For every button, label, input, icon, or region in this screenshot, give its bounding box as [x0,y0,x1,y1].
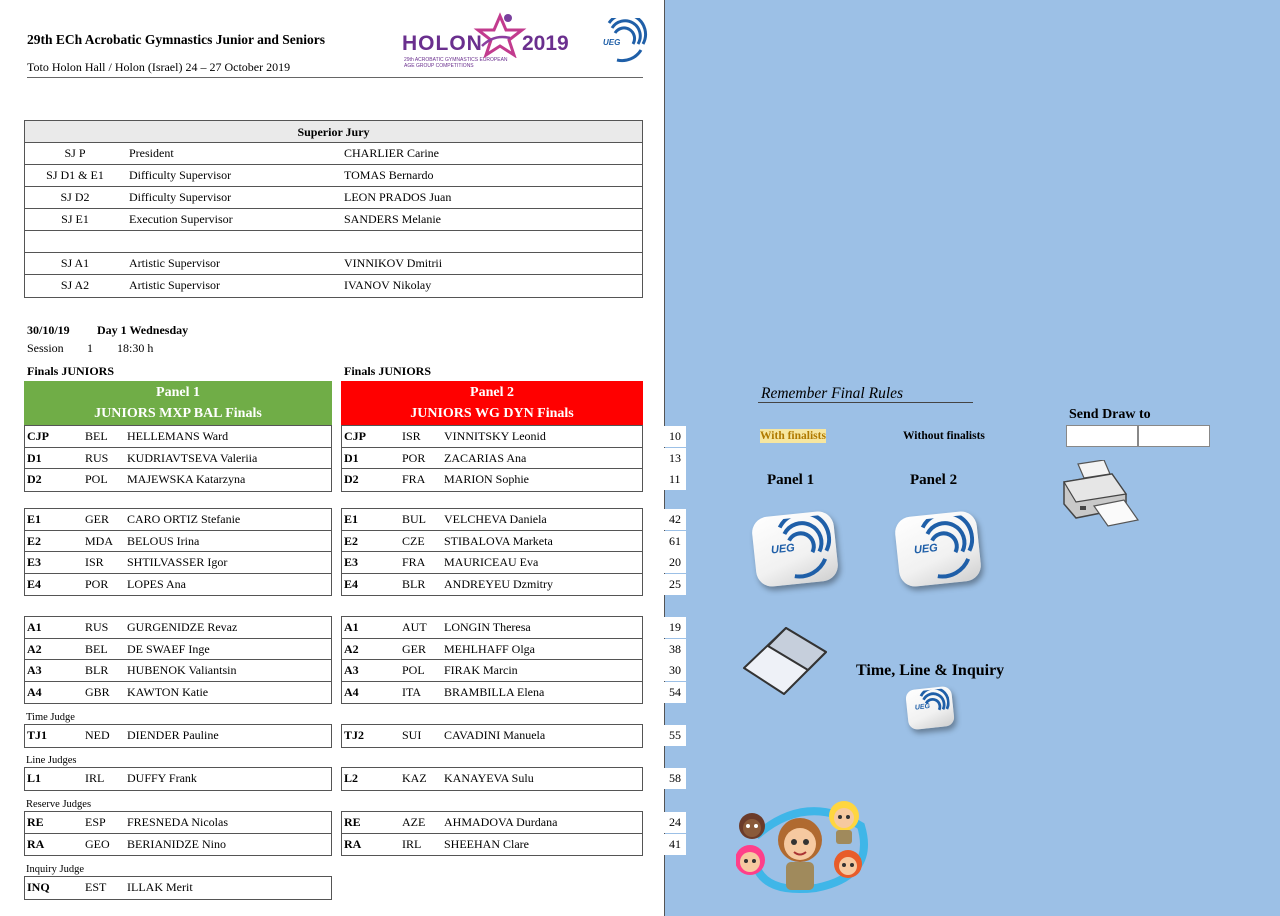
judge-position: A3 [27,663,42,677]
judge-row [342,426,642,448]
panel2-title: Panel 2 [470,385,514,400]
sj-code: SJ A2 [60,278,90,292]
judge-country: IRL [402,836,422,851]
judge-name: HUBENOK Valiantsin [127,663,237,677]
with-finalists-button[interactable]: With finalists [760,430,826,442]
ueg-button-text: UEG [770,542,796,557]
eraser-icon[interactable] [738,618,834,700]
judge-country: GBR [85,684,110,699]
holon-2019-logo [402,12,582,72]
without-finalists-button[interactable]: Without finalists [903,430,985,442]
judge-row [342,682,642,704]
judge-name: SHEEHAN Clare [444,836,529,851]
judge-name: VELCHEVA Daniela [444,512,547,526]
session-number: 1 [87,341,93,355]
judge-position: INQ [27,880,50,894]
judge-position: L2 [344,771,359,785]
draw-number: 11 [664,469,686,490]
draw-number: 25 [664,574,686,595]
judge-country: KAZ [402,771,427,785]
judge-name: BERIANIDZE Nino [127,836,226,851]
judge-country: POR [402,450,426,465]
judge-name: FIRAK Marcin [444,663,518,677]
judge-country: BEL [85,641,108,656]
send-draw-field-1[interactable] [1066,425,1138,447]
judge-name: MAJEWSKA Katarzyna [127,472,246,486]
panel1-judge-group [24,508,332,596]
judge-row [25,877,331,899]
judge-name: VINNITSKY Leonid [444,429,546,443]
panel2-judge-group [341,724,643,748]
judge-name: KANAYEVA Sulu [444,771,534,785]
judge-position: D1 [27,450,42,465]
judge-name: SHTILVASSER Igor [127,555,228,569]
judge-name: BRAMBILLA Elena [444,684,545,699]
judge-country: POR [85,576,109,591]
judge-country: POL [85,472,108,486]
draw-number: 20 [664,552,686,573]
time-line-inquiry-label: Time, Line & Inquiry [856,662,1005,679]
judge-name: KUDRIAVTSEVA Valeriia [127,450,258,465]
holon-logo-text: HOLON [402,32,483,55]
judge-row [25,426,331,448]
session-label: Session [27,341,64,355]
sj-role: President [129,146,174,160]
send-draw-label: Send Draw to [1069,407,1151,422]
draw-number: 38 [664,639,686,660]
time-line-inquiry-ueg-button[interactable] [905,686,955,731]
judge-row [342,725,642,747]
judge-row [25,617,331,639]
judge-position: E2 [27,533,42,548]
caption-inquiry-judge: Inquiry Judge [26,864,85,875]
session-date: 30/10/19 [27,323,70,337]
judge-country: BUL [402,512,426,526]
mascots-illustration [736,796,876,896]
judge-position: A4 [344,684,359,699]
caption-line-judges: Line Judges [26,755,77,766]
judge-name: DE SWAEF Inge [127,641,210,656]
superior-jury-row [25,275,642,297]
judge-row [342,660,642,682]
panel1-label: Panel 1 [767,472,815,488]
judge-row [25,660,331,682]
panel1-ueg-button[interactable] [751,510,840,588]
sj-code: SJ A1 [60,256,90,270]
judge-country: BLR [85,663,109,677]
judge-row [25,768,331,790]
judge-position: RA [344,836,362,851]
judge-country: RUS [85,620,109,634]
judge-position: E3 [27,555,42,569]
judge-name: LOPES Ana [127,576,187,591]
ueg-button-text: UEG [914,703,931,712]
judge-name: GURGENIDZE Revaz [127,620,238,634]
header-rule [27,77,643,78]
draw-number: 13 [664,448,686,469]
judge-name: HELLEMANS Ward [127,429,229,443]
judge-position: A2 [27,641,42,656]
judge-country: BLR [402,576,426,591]
control-panel [666,0,1280,916]
superior-jury-title: Superior Jury [25,121,642,143]
panel1-title: Panel 1 [156,385,200,400]
holon-logo-year: 2019 [522,32,569,55]
caption-reserve-judges: Reserve Judges [26,799,92,810]
caption-time-judge: Time Judge [26,712,75,723]
judge-position: E4 [27,576,42,591]
judge-country: ISR [85,555,104,569]
judge-position: A1 [27,620,42,634]
judge-name: FRESNEDA Nicolas [127,815,229,829]
sj-role: Artistic Supervisor [129,278,220,292]
panel2-judge-group [341,767,643,791]
event-venue: Toto Holon Hall / Holon (Israel) 24 – 27 October 2019 [27,60,291,74]
session-time: 18:30 h [117,341,154,355]
panel2-header [341,381,643,425]
judge-country: AZE [402,815,426,829]
judge-row [342,552,642,574]
judge-row [25,639,331,661]
judge-name: LONGIN Theresa [444,620,531,634]
judge-country: FRA [402,472,426,486]
judge-name: CAVADINI Manuela [444,728,546,742]
judge-row [25,725,331,747]
panel2-judge-group [341,811,643,856]
holon-logo-tagline-2: AGE GROUP COMPETITIONS [404,63,474,69]
sj-role: Artistic Supervisor [129,256,220,270]
judge-position: D2 [344,472,359,486]
panel2-subtitle: JUNIORS WG DYN Finals [410,406,574,421]
judge-position: RA [27,836,45,851]
draw-number: 42 [664,509,686,530]
judge-position: L1 [27,771,42,785]
judge-name: CARO ORTIZ Stefanie [127,512,241,526]
judge-country: FRA [402,555,426,569]
judge-row [25,531,331,553]
judge-row [342,469,642,491]
judge-position: CJP [344,429,366,443]
judge-country: BEL [85,429,108,443]
panel1-judge-group [24,425,332,492]
sj-code: SJ D1 & E1 [46,168,104,182]
panel2-judge-group [341,616,643,704]
sj-name: LEON PRADOS Juan [344,190,452,204]
panel1-subtitle: JUNIORS MXP BAL Finals [94,406,262,421]
panel2-judge-group [341,508,643,596]
judge-position: E3 [344,555,359,569]
judge-country: GER [402,641,426,656]
judge-country: POL [402,663,425,677]
judge-row [25,834,331,856]
remember-underline [758,402,973,403]
draw-number: 10 [664,426,686,447]
judge-row [342,768,642,790]
judge-row [342,448,642,470]
ueg-button-text: UEG [913,542,939,557]
remember-final-rules: Remember Final Rules [761,385,904,402]
ueg-swirl-icon [900,514,978,583]
sj-name: IVANOV Nikolay [344,278,432,292]
judge-country: ESP [85,815,106,829]
judge-name: AHMADOVA Durdana [444,815,558,829]
judge-name: DIENDER Pauline [127,728,219,742]
judge-row [25,469,331,491]
judge-name: MAURICEAU Eva [444,555,539,569]
judge-country: NED [85,728,110,742]
judge-country: RUS [85,450,109,465]
draw-number: 54 [664,682,686,703]
draw-number: 41 [664,834,686,855]
judge-row [25,812,331,834]
sj-role: Difficulty Supervisor [129,190,232,204]
judge-name: ZACARIAS Ana [444,450,527,465]
draw-number: 19 [664,617,686,638]
judge-position: E2 [344,533,359,548]
send-draw-field-2[interactable] [1138,425,1210,447]
superior-jury-table [24,120,643,298]
judge-position: D2 [27,472,42,486]
judge-name: MARION Sophie [444,472,530,486]
judge-position: A3 [344,663,359,677]
judge-row [342,531,642,553]
event-title: 29th ECh Acrobatic Gymnastics Junior and Seniors [27,32,326,47]
judge-position: A1 [344,620,359,634]
judge-name: KAWTON Katie [127,684,209,699]
judge-position: TJ2 [344,728,365,742]
holon-logo-tagline-1: 29th ACROBATIC GYMNASTICS EUROPEAN [404,57,508,63]
ueg-swirl-icon [757,514,835,583]
judge-name: DUFFY Frank [127,771,197,785]
panel1-judge-group [24,767,332,791]
sj-name: TOMAS Bernardo [344,168,434,182]
judge-country: GEO [85,836,110,851]
draw-number: 24 [664,812,686,833]
superior-jury-row [25,187,642,209]
judge-position: RE [344,815,361,829]
judge-country: EST [85,880,107,894]
sj-name: VINNIKOV Dmitrii [344,256,443,270]
draw-number: 58 [664,768,686,789]
judge-country: AUT [402,620,427,634]
panel2-label: Panel 2 [910,472,958,488]
judge-name: ANDREYEU Dzmitry [444,576,553,591]
superior-jury-row [25,209,642,231]
judge-country: ITA [402,684,422,699]
panel1-judge-group [24,811,332,856]
printer-icon[interactable] [1060,460,1140,530]
panel2-ueg-button[interactable] [894,510,983,588]
panel2-finals-label: Finals JUNIORS [344,364,432,378]
judge-name: STIBALOVA Marketa [444,533,553,548]
judge-name: ILLAK Merit [127,880,193,894]
superior-jury-row [25,165,642,187]
ueg-logo-text: UEG [603,38,621,47]
panel1-header [24,381,332,425]
session-day: Day 1 Wednesday [97,323,189,337]
judge-row [342,617,642,639]
judge-row [342,509,642,531]
judge-row [25,682,331,704]
superior-jury-row [25,231,642,253]
judge-position: A2 [344,641,359,656]
judge-position: E4 [344,576,359,591]
panel1-finals-label: Finals JUNIORS [27,364,115,378]
judge-country: CZE [402,533,425,548]
judge-country: GER [85,512,109,526]
judge-country: SUI [402,728,422,742]
superior-jury-row [25,253,642,275]
judge-name: BELOUS Irina [127,533,200,548]
panel1-judge-group [24,724,332,748]
judge-position: CJP [27,429,49,443]
judge-row [25,574,331,596]
judge-country: MDA [85,533,114,548]
draw-number: 30 [664,660,686,681]
judge-position: RE [27,815,44,829]
judge-row [342,834,642,856]
judge-country: ISR [402,429,421,443]
judge-position: D1 [344,450,359,465]
judge-row [342,812,642,834]
superior-jury-row [25,143,642,165]
judge-row [342,574,642,596]
judge-row [25,448,331,470]
judge-position: TJ1 [27,728,48,742]
sj-role: Execution Supervisor [129,212,233,226]
sj-role: Difficulty Supervisor [129,168,232,182]
judge-row [25,552,331,574]
judge-position: A4 [27,684,42,699]
panel1-judge-group [24,876,332,900]
ueg-logo [595,18,649,64]
draw-number: 55 [664,725,686,746]
sj-name: CHARLIER Carine [344,146,439,160]
draw-number: 61 [664,531,686,552]
sj-code: SJ D2 [60,190,90,204]
panel2-judge-group [341,425,643,492]
sj-code: SJ E1 [61,212,89,226]
sj-code: SJ P [64,146,86,160]
judge-country: IRL [85,771,105,785]
judge-row [25,509,331,531]
judge-name: MEHLHAFF Olga [444,641,536,656]
panel1-judge-group [24,616,332,704]
sj-name: SANDERS Melanie [344,212,441,226]
judge-position: E1 [344,512,359,526]
judge-position: E1 [27,512,42,526]
judge-row [342,639,642,661]
